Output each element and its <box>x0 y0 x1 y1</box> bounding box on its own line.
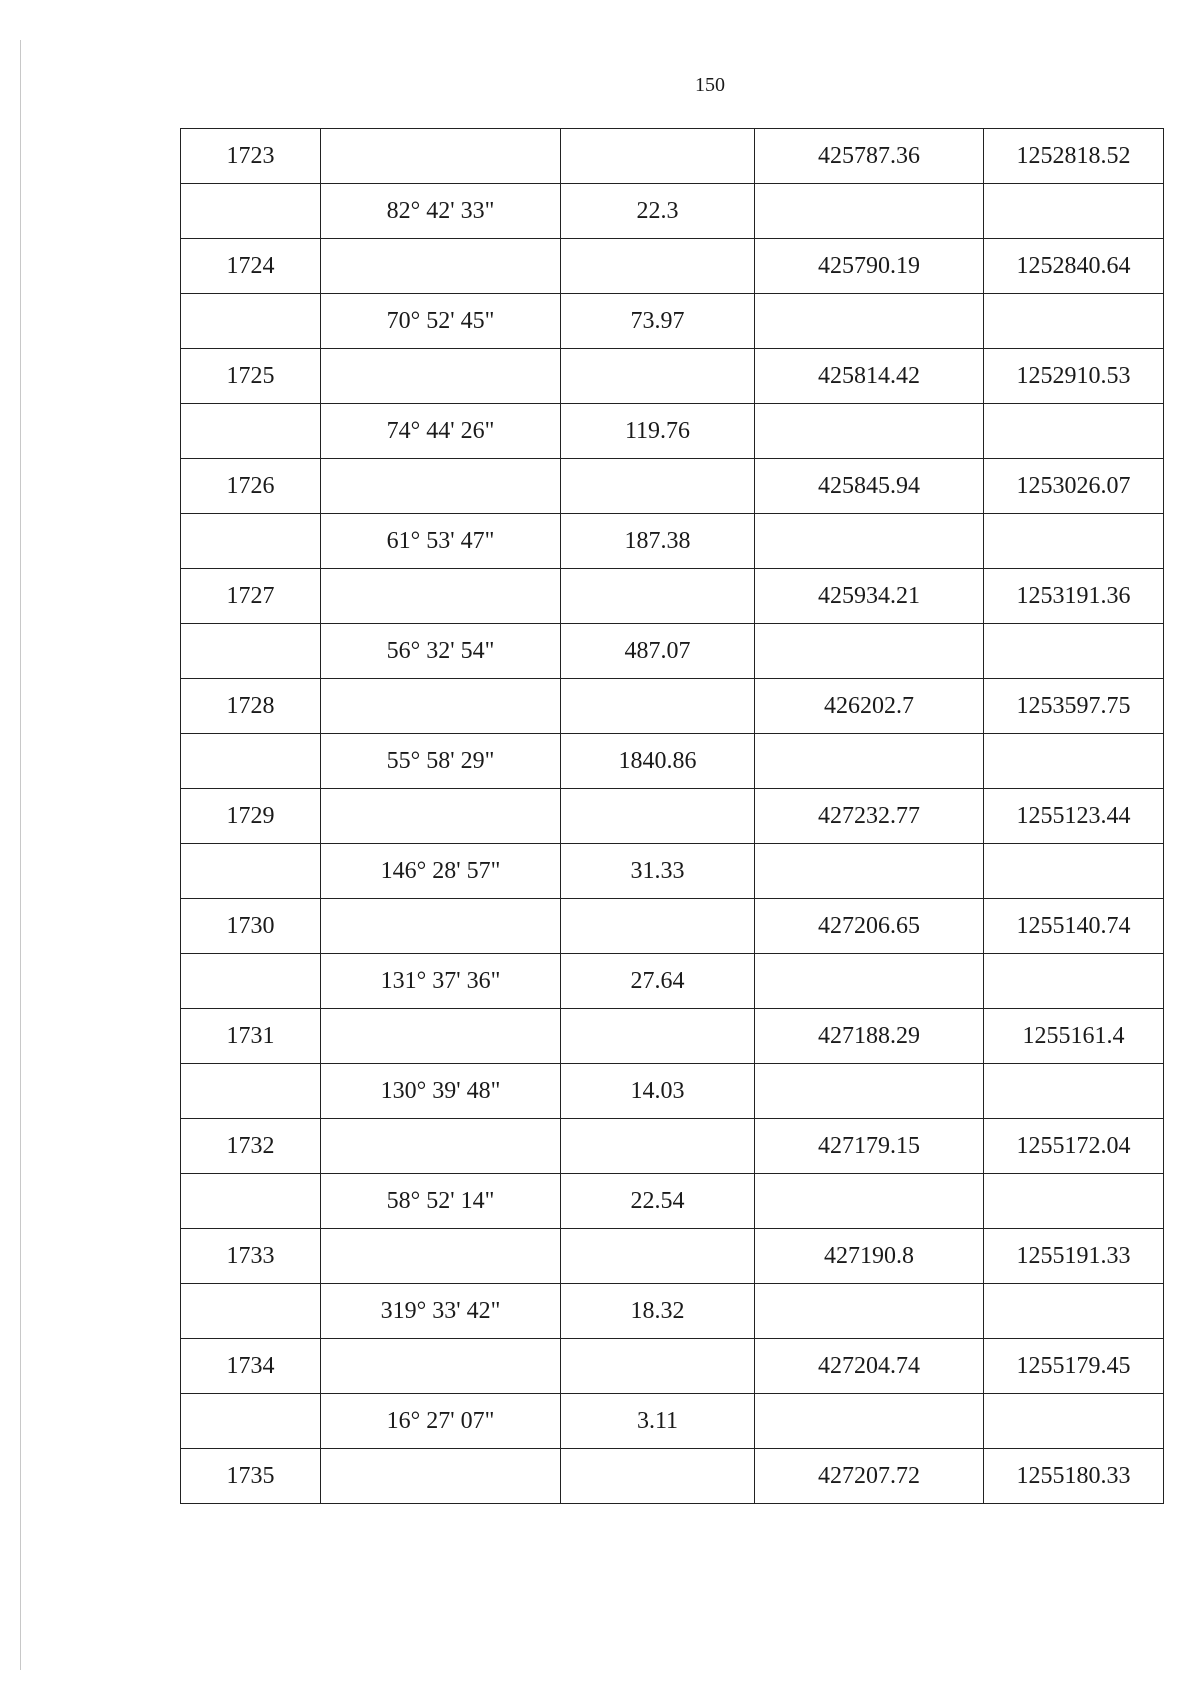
point-cell: 1727 <box>181 569 321 624</box>
point-cell <box>181 514 321 569</box>
table-row <box>181 624 1164 679</box>
coordinate-table-body <box>181 129 1164 1504</box>
table-row <box>181 569 1164 624</box>
easting-cell: 427207.72 <box>755 1449 984 1504</box>
bearing-cell: 61° 53' 47" <box>321 514 561 569</box>
distance-cell: 14.03 <box>561 1064 755 1119</box>
bearing-cell: 146° 28' 57" <box>321 844 561 899</box>
distance-cell: 27.64 <box>561 954 755 1009</box>
northing-cell <box>984 624 1164 679</box>
northing-cell: 1255172.04 <box>984 1119 1164 1174</box>
northing-cell <box>984 184 1164 239</box>
northing-cell: 1252910.53 <box>984 349 1164 404</box>
point-cell: 1726 <box>181 459 321 514</box>
table-row <box>181 1339 1164 1394</box>
point-cell <box>181 1284 321 1339</box>
easting-cell <box>755 1394 984 1449</box>
bearing-cell <box>321 1009 561 1064</box>
point-cell: 1730 <box>181 899 321 954</box>
bearing-cell: 56° 32' 54" <box>321 624 561 679</box>
distance-cell <box>561 569 755 624</box>
distance-cell <box>561 899 755 954</box>
point-cell <box>181 734 321 789</box>
point-cell <box>181 294 321 349</box>
easting-cell: 425934.21 <box>755 569 984 624</box>
bearing-cell <box>321 239 561 294</box>
northing-cell: 1252840.64 <box>984 239 1164 294</box>
northing-cell <box>984 1064 1164 1119</box>
bearing-cell <box>321 459 561 514</box>
distance-cell <box>561 1449 755 1504</box>
easting-cell: 427179.15 <box>755 1119 984 1174</box>
easting-cell <box>755 954 984 1009</box>
bearing-cell <box>321 1229 561 1284</box>
northing-cell <box>984 404 1164 459</box>
table-row <box>181 1064 1164 1119</box>
table-row <box>181 844 1164 899</box>
table-row <box>181 184 1164 239</box>
table-row <box>181 1449 1164 1504</box>
table-row <box>181 1284 1164 1339</box>
northing-cell <box>984 514 1164 569</box>
point-cell <box>181 184 321 239</box>
table-row <box>181 129 1164 184</box>
table-row <box>181 1119 1164 1174</box>
bearing-cell <box>321 129 561 184</box>
easting-cell <box>755 624 984 679</box>
bearing-cell <box>321 569 561 624</box>
point-cell <box>181 954 321 1009</box>
easting-cell: 427188.29 <box>755 1009 984 1064</box>
scan-edge-line <box>20 40 21 1670</box>
point-cell <box>181 844 321 899</box>
northing-cell: 1253026.07 <box>984 459 1164 514</box>
point-cell: 1733 <box>181 1229 321 1284</box>
distance-cell: 31.33 <box>561 844 755 899</box>
northing-cell: 1255140.74 <box>984 899 1164 954</box>
northing-cell: 1255180.33 <box>984 1449 1164 1504</box>
easting-cell: 425787.36 <box>755 129 984 184</box>
table-row <box>181 954 1164 1009</box>
northing-cell <box>984 1394 1164 1449</box>
easting-cell: 427206.65 <box>755 899 984 954</box>
page-number: 150 <box>695 74 725 96</box>
distance-cell <box>561 459 755 514</box>
bearing-cell <box>321 1339 561 1394</box>
bearing-cell: 55° 58' 29" <box>321 734 561 789</box>
northing-cell <box>984 1284 1164 1339</box>
distance-cell <box>561 789 755 844</box>
table-row <box>181 789 1164 844</box>
point-cell: 1731 <box>181 1009 321 1064</box>
distance-cell <box>561 679 755 734</box>
point-cell: 1723 <box>181 129 321 184</box>
distance-cell: 73.97 <box>561 294 755 349</box>
northing-cell <box>984 1174 1164 1229</box>
northing-cell: 1255179.45 <box>984 1339 1164 1394</box>
northing-cell: 1255161.4 <box>984 1009 1164 1064</box>
bearing-cell <box>321 899 561 954</box>
easting-cell <box>755 1064 984 1119</box>
distance-cell: 22.54 <box>561 1174 755 1229</box>
table-row <box>181 404 1164 459</box>
easting-cell <box>755 294 984 349</box>
bearing-cell: 319° 33' 42" <box>321 1284 561 1339</box>
point-cell: 1724 <box>181 239 321 294</box>
point-cell: 1734 <box>181 1339 321 1394</box>
table-row <box>181 294 1164 349</box>
table-row <box>181 734 1164 789</box>
table-row <box>181 1394 1164 1449</box>
easting-cell <box>755 734 984 789</box>
point-cell <box>181 1174 321 1229</box>
easting-cell: 426202.7 <box>755 679 984 734</box>
point-cell <box>181 1394 321 1449</box>
table-row <box>181 899 1164 954</box>
bearing-cell: 70° 52' 45" <box>321 294 561 349</box>
northing-cell <box>984 294 1164 349</box>
easting-cell <box>755 404 984 459</box>
distance-cell: 3.11 <box>561 1394 755 1449</box>
northing-cell <box>984 954 1164 1009</box>
distance-cell: 119.76 <box>561 404 755 459</box>
point-cell: 1735 <box>181 1449 321 1504</box>
easting-cell <box>755 184 984 239</box>
easting-cell <box>755 1284 984 1339</box>
bearing-cell: 16° 27' 07" <box>321 1394 561 1449</box>
distance-cell: 187.38 <box>561 514 755 569</box>
northing-cell: 1255123.44 <box>984 789 1164 844</box>
table-row <box>181 1174 1164 1229</box>
bearing-cell: 74° 44' 26" <box>321 404 561 459</box>
coordinate-table <box>180 128 1164 1504</box>
easting-cell: 427232.77 <box>755 789 984 844</box>
point-cell: 1728 <box>181 679 321 734</box>
easting-cell <box>755 844 984 899</box>
distance-cell <box>561 129 755 184</box>
point-cell <box>181 624 321 679</box>
bearing-cell <box>321 789 561 844</box>
bearing-cell: 82° 42' 33" <box>321 184 561 239</box>
distance-cell <box>561 1229 755 1284</box>
bearing-cell <box>321 679 561 734</box>
northing-cell <box>984 734 1164 789</box>
bearing-cell <box>321 1119 561 1174</box>
easting-cell: 427190.8 <box>755 1229 984 1284</box>
table-row <box>181 1229 1164 1284</box>
easting-cell: 425790.19 <box>755 239 984 294</box>
easting-cell: 425814.42 <box>755 349 984 404</box>
point-cell: 1732 <box>181 1119 321 1174</box>
point-cell: 1729 <box>181 789 321 844</box>
distance-cell: 487.07 <box>561 624 755 679</box>
distance-cell <box>561 349 755 404</box>
distance-cell <box>561 1339 755 1394</box>
point-cell <box>181 404 321 459</box>
easting-cell: 427204.74 <box>755 1339 984 1394</box>
point-cell <box>181 1064 321 1119</box>
bearing-cell: 130° 39' 48" <box>321 1064 561 1119</box>
table-row <box>181 459 1164 514</box>
easting-cell <box>755 1174 984 1229</box>
table-row <box>181 349 1164 404</box>
table-row <box>181 679 1164 734</box>
northing-cell: 1255191.33 <box>984 1229 1164 1284</box>
distance-cell: 22.3 <box>561 184 755 239</box>
distance-cell <box>561 1119 755 1174</box>
table-row <box>181 1009 1164 1064</box>
easting-cell: 425845.94 <box>755 459 984 514</box>
distance-cell <box>561 239 755 294</box>
distance-cell: 1840.86 <box>561 734 755 789</box>
bearing-cell <box>321 349 561 404</box>
bearing-cell: 131° 37' 36" <box>321 954 561 1009</box>
point-cell: 1725 <box>181 349 321 404</box>
northing-cell <box>984 844 1164 899</box>
table-row <box>181 514 1164 569</box>
northing-cell: 1252818.52 <box>984 129 1164 184</box>
bearing-cell: 58° 52' 14" <box>321 1174 561 1229</box>
northing-cell: 1253191.36 <box>984 569 1164 624</box>
easting-cell <box>755 514 984 569</box>
distance-cell: 18.32 <box>561 1284 755 1339</box>
table-row <box>181 239 1164 294</box>
distance-cell <box>561 1009 755 1064</box>
northing-cell: 1253597.75 <box>984 679 1164 734</box>
bearing-cell <box>321 1449 561 1504</box>
